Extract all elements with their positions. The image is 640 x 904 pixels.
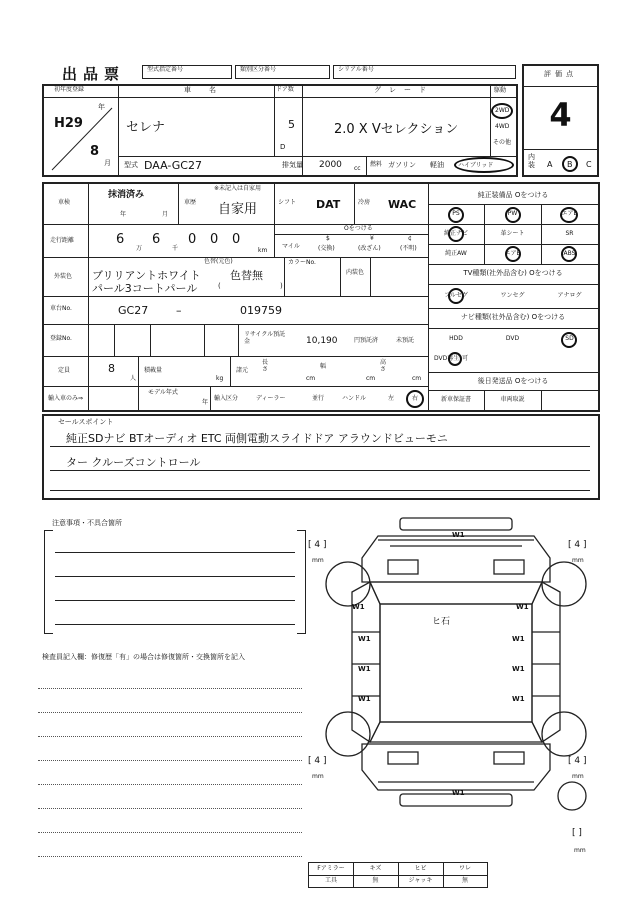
equip-item-6: SR <box>565 229 574 237</box>
caution-label: 注意事項・不具合箇所 <box>52 519 122 527</box>
handle-left: 左 <box>388 395 395 402</box>
grade-label: グレード <box>374 86 434 94</box>
meter-opt-3: (不明) <box>400 245 417 252</box>
disp-label: 排気量 <box>282 161 303 169</box>
handle-right: 右 <box>412 395 419 402</box>
legend-h3: ヒビ <box>414 864 427 872</box>
tire-fl-unit: mm <box>312 557 324 564</box>
dim-height: 高さ <box>380 359 387 373</box>
legend-v4: 無 <box>461 876 468 884</box>
fuel-gas: ガソリン <box>388 161 416 169</box>
ins-year: 年 <box>120 211 127 218</box>
model-value: DAA-GC27 <box>144 159 202 172</box>
shift-label: シフト <box>278 199 297 206</box>
tire-fr: [ 4 ] <box>568 540 587 550</box>
color-value-2: パール3コートパール <box>92 282 198 295</box>
interior-opt-a: A <box>547 160 553 169</box>
vehicle-name: セレナ <box>126 120 166 135</box>
sales-block <box>42 414 600 500</box>
class-no-label: 類別区分番号 <box>240 66 277 73</box>
equip-item-3: エアB <box>561 209 578 217</box>
meter-opt-2: (改ざん) <box>358 245 381 252</box>
fuel-hybrid: ハイブリッド <box>458 162 494 169</box>
color-no-label: カラーNo. <box>288 259 316 266</box>
mileage-km: km <box>258 247 268 254</box>
reg-month-unit: 月 <box>104 159 111 167</box>
recycle-value: 10,190 <box>306 336 338 346</box>
serial-no-label: シリアル番号 <box>338 66 374 73</box>
mileage-d1: 6 <box>116 232 125 247</box>
tv-circle <box>448 288 464 304</box>
usage-note: ※未記入は自家用 <box>214 185 262 192</box>
color-change: 色替無 <box>230 269 263 282</box>
tire-rl: [ 4 ] <box>308 756 327 766</box>
name-label: 車名 <box>184 86 234 94</box>
mileage-d3: 0 <box>188 232 197 247</box>
tire-fl-value: 4 <box>314 540 321 550</box>
legend-v3: ジャッキ <box>408 876 433 884</box>
equip-item-2: PW <box>507 209 518 217</box>
tire-fr-unit: mm <box>572 557 584 564</box>
reg-month: 8 <box>90 144 100 159</box>
disp-unit: cc <box>354 165 361 172</box>
mileage-d5: 0 <box>232 232 241 247</box>
chassis-a: GC27 <box>118 304 149 317</box>
tv-analog: アナログ <box>557 291 582 299</box>
import-class: 輸入区分 <box>214 395 239 402</box>
fuel-label: 燃料 <box>370 161 383 168</box>
doors-value: 5 <box>288 118 295 131</box>
navi-hdd: HDD <box>449 334 463 342</box>
score-value: 4 <box>549 96 572 134</box>
score-box <box>522 64 599 177</box>
mark-rear-bumper: W1 <box>452 789 465 797</box>
tire-spare-unit: mm <box>574 847 586 854</box>
drive-circle <box>491 103 513 119</box>
roof-note: ヒ石 <box>432 617 451 627</box>
mark-left-door-2: W1 <box>358 665 371 673</box>
interior-color-label: 内装色 <box>346 269 365 276</box>
shift-value: DAT <box>316 198 341 211</box>
recycle-status: 未預託 <box>396 337 415 344</box>
equip-circle-3 <box>560 207 578 223</box>
equip-circle-1 <box>448 207 464 223</box>
chassis-b: 019759 <box>240 304 282 317</box>
tire-rr: [ 4 ] <box>568 756 587 766</box>
recycle-label: リサイクル預託金 <box>244 331 286 345</box>
car-diagram <box>318 512 594 812</box>
inspection-value: 抹消済み <box>108 190 145 200</box>
mark-left-front: W1 <box>352 603 365 611</box>
chassis-label: 車台No. <box>50 305 72 312</box>
interior-label: 内装 <box>528 153 535 169</box>
legend-v1: 工具 <box>324 876 337 884</box>
door-unit: D <box>280 143 286 151</box>
doors-label: ドア数 <box>276 86 294 93</box>
mark-right-front: W1 <box>516 603 529 611</box>
sales-line-2: ター クルーズコントロール <box>66 456 201 469</box>
equip-title: 純正装備品 Oをつける <box>477 191 549 199</box>
legend-table <box>308 862 488 888</box>
tv-title: TV種類(社外品含む) Oをつける <box>463 269 563 277</box>
equip-item-5: 革シート <box>500 229 525 237</box>
tire-spare: [ ] <box>572 828 582 838</box>
specs-block <box>42 182 600 412</box>
capacity-unit: 人 <box>130 375 137 382</box>
inspector-label: 検査員記入欄：修復歴「有」の場合は修復箇所・交換箇所を記入 <box>42 653 245 661</box>
color-change-label: 色替(元色) <box>204 258 233 265</box>
dims-label: 諸元 <box>236 367 249 374</box>
reg-year-unit: 年 <box>98 103 105 111</box>
dvd-circle <box>448 352 462 366</box>
disp-value: 2000 <box>319 160 342 170</box>
model-label: 型式 <box>124 161 138 169</box>
meter-label: マイル <box>282 243 300 250</box>
dim-width-cm: cm <box>366 375 376 382</box>
drive-label: 駆動 <box>494 87 507 94</box>
usage-value: 自家用 <box>218 202 258 217</box>
drive-2wd: 2WD <box>495 107 510 114</box>
recycle-unit: 円預託済 <box>354 337 379 344</box>
dim-length: 長さ <box>262 359 269 373</box>
form-no-label: 型式指定番号 <box>147 66 184 73</box>
dvd-opt: 可 <box>462 355 469 362</box>
meter-mark-3: ¢ <box>408 235 412 242</box>
legend-h2: キズ <box>369 864 382 872</box>
sales-line-1: 純正SDナビ BTオーディオ ETC 両側電動スライドドア アラウンドビューモニ <box>66 432 448 445</box>
mark-right-rear: W1 <box>512 695 525 703</box>
legend-h1: Fアミラー <box>317 864 345 872</box>
equip-item-1: PS <box>452 209 460 217</box>
reg-year: H29 <box>54 116 83 131</box>
interior-circle <box>562 156 578 172</box>
meter-mark-1: $ <box>326 235 330 242</box>
equip-circle-2 <box>505 207 521 223</box>
tire-fr-value: 4 <box>574 540 581 550</box>
interior-opt-b: B <box>567 160 573 169</box>
color-label: 外装色 <box>54 273 73 280</box>
legend-h4: ワレ <box>458 864 471 872</box>
mileage-sen: 千 <box>172 245 179 252</box>
mileage-d2: 6 <box>152 232 161 247</box>
load-unit: kg <box>216 375 224 382</box>
capacity-value: 8 <box>108 362 115 375</box>
model-year-label: モデル年式 <box>148 389 178 396</box>
meter-opt-1: (交換) <box>318 245 335 252</box>
vehicle-block <box>42 84 518 177</box>
equip-item-7: 純正AW <box>445 249 467 257</box>
mileage-d4: 0 <box>210 232 219 247</box>
equip-item-4: 純正ナビ <box>443 229 468 237</box>
drive-4wd: 4WD <box>495 123 510 130</box>
navi-dvd: DVD <box>505 334 520 342</box>
mark-front-bumper: W1 <box>452 531 465 539</box>
tire-rr-unit: mm <box>572 773 584 780</box>
mileage-man: 万 <box>136 245 143 252</box>
after-manual: 車両取説 <box>500 395 525 403</box>
mark-left-rear: W1 <box>358 695 371 703</box>
form-title: 出品票 <box>62 65 126 83</box>
navi-title: ナビ種類(社外品含む) Oをつける <box>460 313 566 321</box>
meter-mark-2: ¥ <box>370 235 374 242</box>
import-label: 輸入車のみ⇒ <box>48 395 84 402</box>
tire-rl-unit: mm <box>312 773 324 780</box>
fuel-diesel: 軽油 <box>430 161 444 169</box>
chassis-dash: – <box>176 304 182 317</box>
tire-rr-value: 4 <box>574 756 581 766</box>
equip-item-8: エアB <box>504 249 521 257</box>
tire-rl-value: 4 <box>314 756 321 766</box>
mark-left-door-1: W1 <box>358 635 371 643</box>
paren-right: ) <box>280 282 283 290</box>
tv-one: ワンセグ <box>500 291 525 299</box>
tv-full: フルセグ <box>444 291 468 299</box>
drive-other: その他 <box>493 139 512 146</box>
equip-circle-9 <box>561 246 577 262</box>
reg-label: 初年度登録 <box>54 86 85 93</box>
equip-item-9: ABS <box>563 249 576 257</box>
serial-no-box <box>333 65 516 79</box>
navi-sd: SD <box>565 334 574 342</box>
after-title: 後日発送品 Oをつける <box>477 377 549 385</box>
import-dealer: ディーラー <box>256 395 286 402</box>
caution-area <box>44 530 306 634</box>
dim-width: 幅 <box>320 363 327 370</box>
ins-month: 月 <box>162 211 169 218</box>
legend-v2: 無 <box>372 876 379 884</box>
navi-circle <box>561 332 577 348</box>
paren-left: ( <box>218 282 221 290</box>
model-year-unit: 年 <box>202 399 209 406</box>
regno-label: 登録No. <box>50 335 72 342</box>
form-no-box <box>142 65 232 79</box>
tire-fl: [ 4 ] <box>308 540 327 550</box>
mileage-label: 走行距離 <box>50 237 75 244</box>
score-label: 評価点 <box>544 70 577 78</box>
meter-hint: Oをつける <box>344 225 373 232</box>
dim-length-cm: cm <box>306 375 316 382</box>
dim-height-cm: cm <box>412 375 422 382</box>
equip-circle-4 <box>448 226 464 242</box>
grade-value: 2.0 X Vセレクション <box>334 122 459 137</box>
capacity-label: 定員 <box>58 367 71 374</box>
usage-label: 車歴 <box>184 199 197 206</box>
fuel-circle <box>454 157 514 173</box>
inspection-label: 車検 <box>58 199 71 206</box>
color-value: ブリリアントホワイト <box>92 269 201 282</box>
sales-label: セールスポイント <box>58 418 114 426</box>
import-parallel: 並行 <box>312 395 325 402</box>
load-label: 積載量 <box>144 367 163 374</box>
ac-label: 冷房 <box>358 199 371 206</box>
class-no-box <box>235 65 330 79</box>
dvd-label: DVD再生 <box>434 355 460 362</box>
handle-label: ハンドル <box>342 395 367 402</box>
interior-opt-c: C <box>586 160 592 169</box>
mark-right-door-1: W1 <box>512 635 525 643</box>
handle-circle <box>406 390 424 408</box>
equip-circle-8 <box>505 246 521 262</box>
ac-value: WAC <box>388 198 417 211</box>
after-warranty: 新車保証書 <box>440 395 471 403</box>
mark-right-door-2: W1 <box>512 665 525 673</box>
